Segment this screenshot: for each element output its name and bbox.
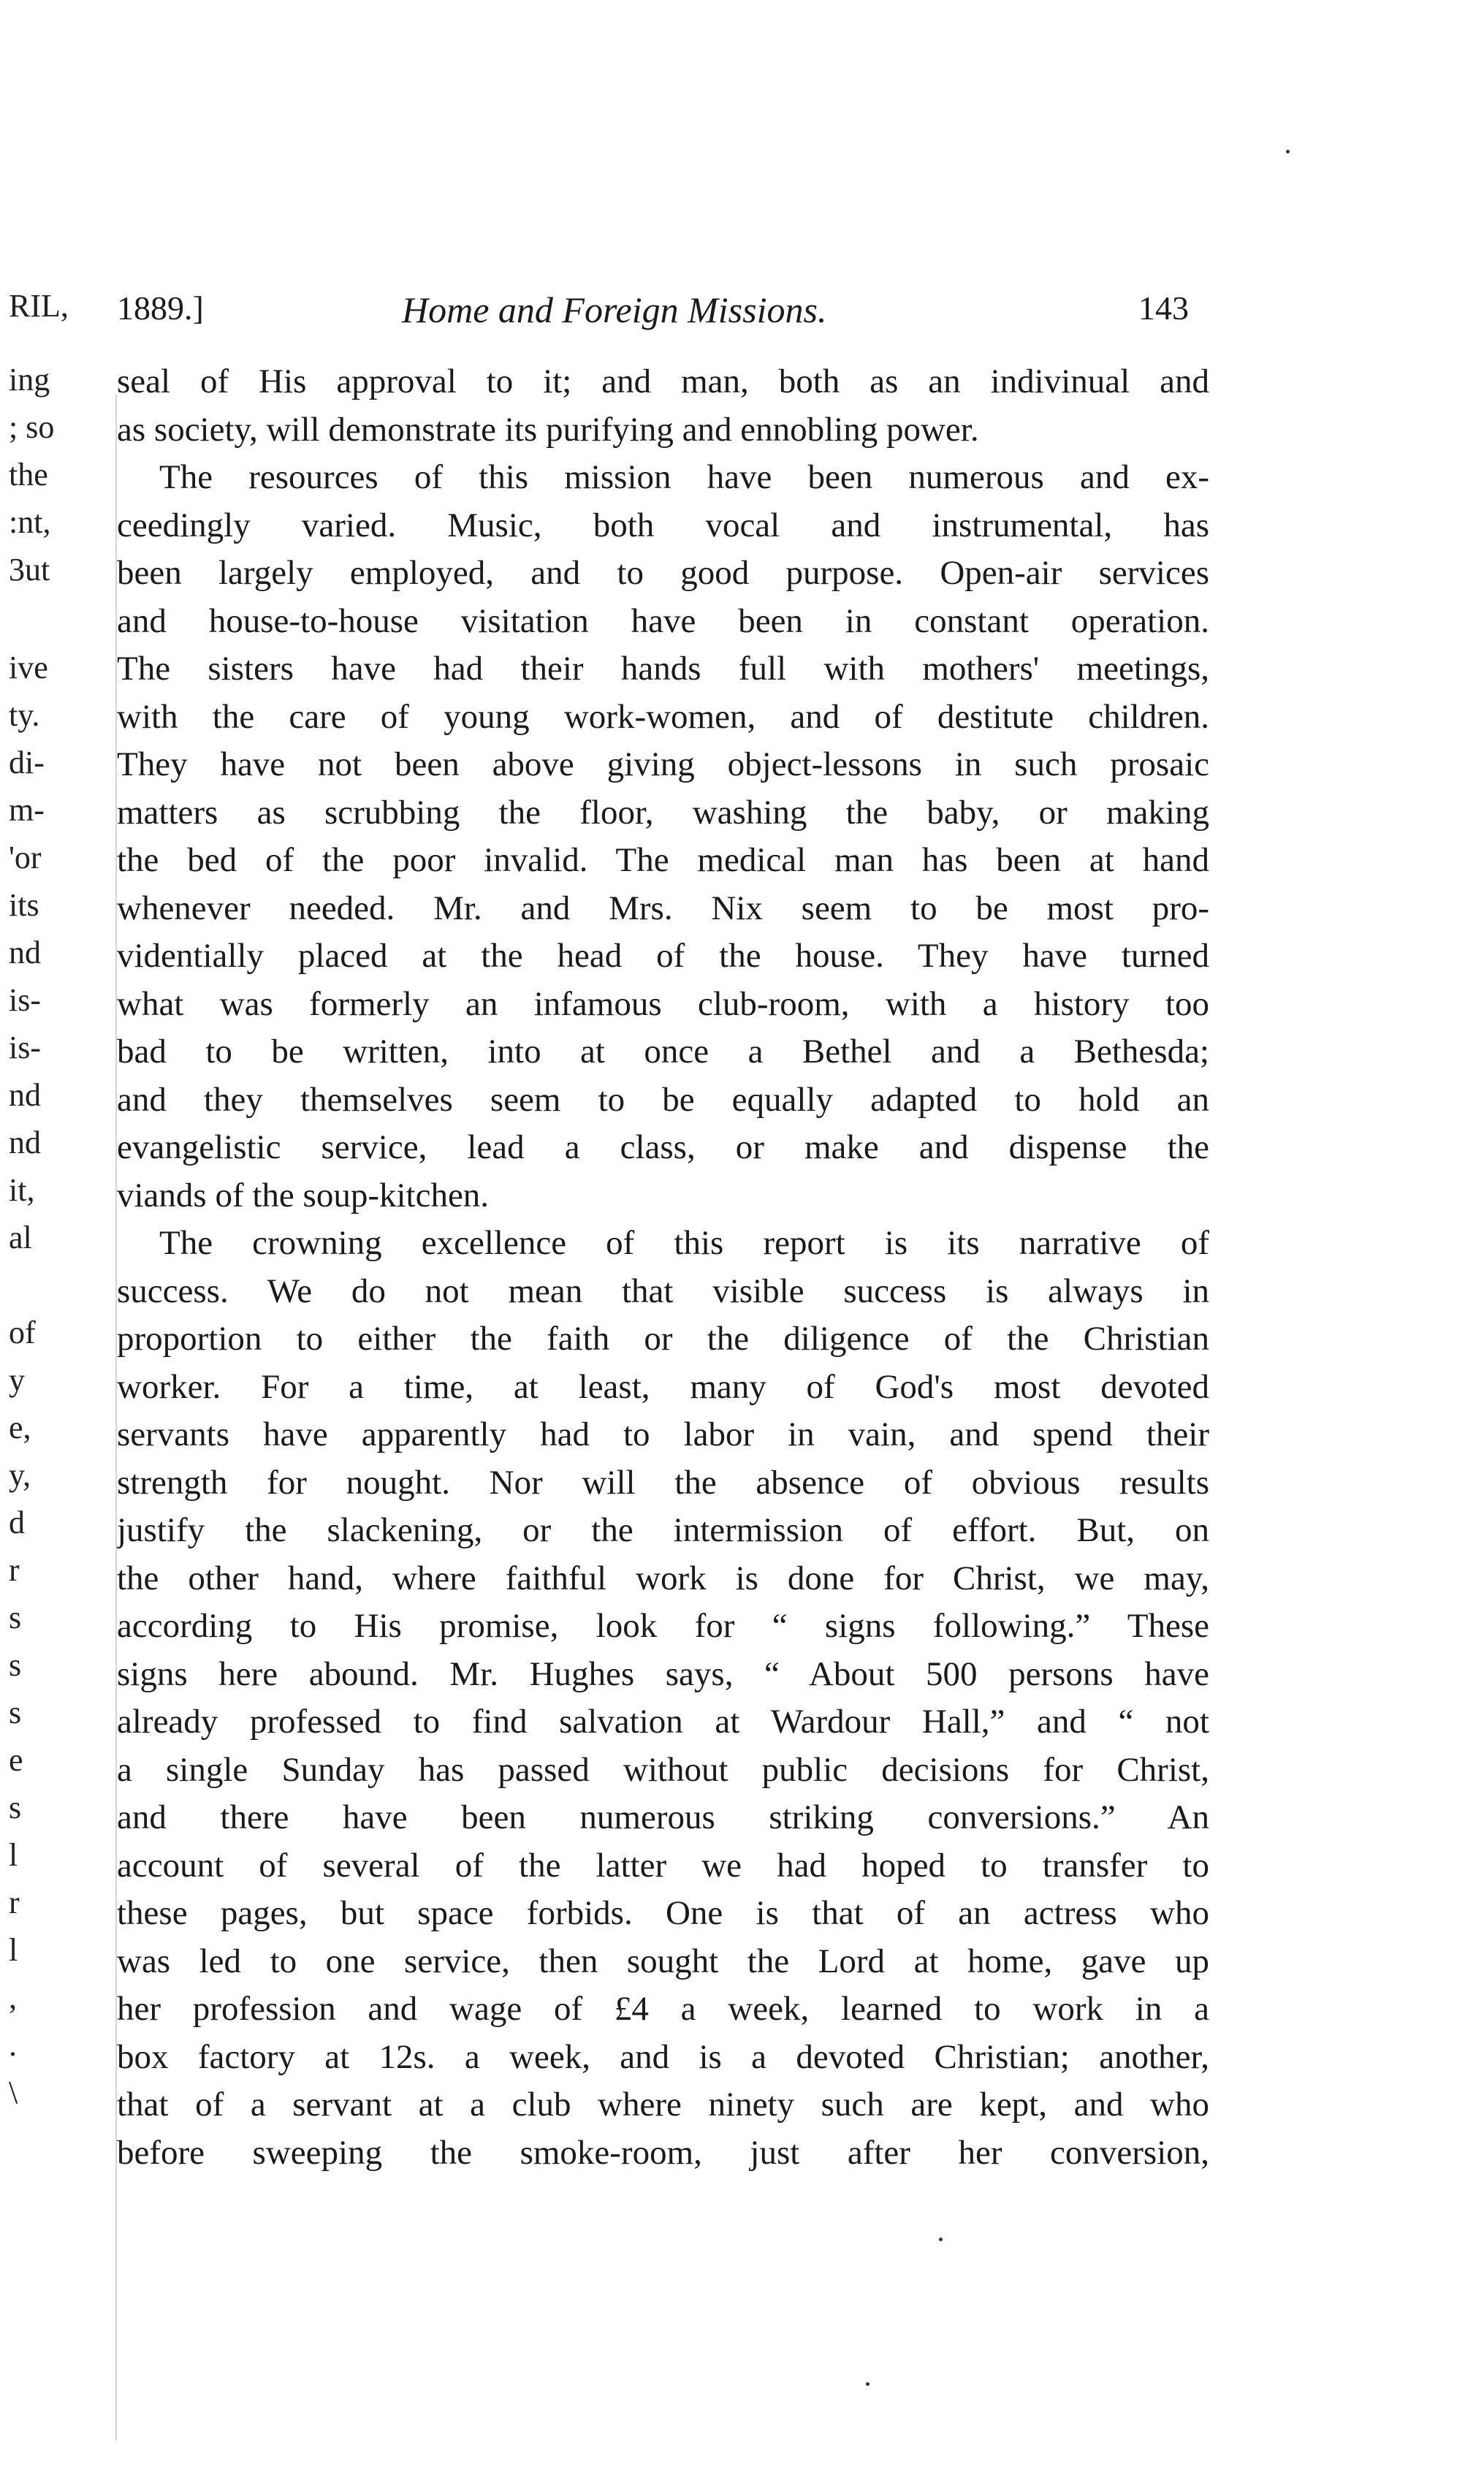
text-line: as society, will demonstrate its purifying and ennobling power. xyxy=(117,410,979,449)
facing-fragment: nd xyxy=(9,1077,41,1113)
text-line: already professed to find salvation at Wardour Hall,” and “ not xyxy=(117,1703,1209,1741)
text-line: that of a servant at a club where ninety such are kept, and who xyxy=(117,2086,1209,2124)
text-line: proportion to either the faith or the diligence of the Christian xyxy=(117,1320,1209,1358)
text-line: viands of the soup-kitchen. xyxy=(117,1176,490,1215)
text-line: evangelistic service, lead a class, or make and dispense the xyxy=(117,1128,1209,1166)
facing-fragment: di- xyxy=(9,745,45,780)
facing-fragment: :nt, xyxy=(9,504,51,540)
text-line: was led to one service, then sought the Lord at home, gave up xyxy=(117,1942,1209,1980)
facing-fragment: 3ut xyxy=(9,552,50,588)
text-line: bad to be written, into at once a Bethel and a Bethesda; xyxy=(117,1033,1209,1071)
facing-fragment: 'or xyxy=(9,840,42,875)
text-line: box factory at 12s. a week, and is a devoted Christian; another, xyxy=(117,2037,1209,2076)
facing-fragment: d xyxy=(9,1505,25,1540)
paragraph xyxy=(117,1220,1209,2177)
facing-fragment: s xyxy=(9,1695,22,1730)
facing-fragment: RIL, xyxy=(9,288,69,324)
text-line: the bed of the poor invalid. The medical man has been at hand xyxy=(117,841,1209,879)
text-line: and there have been numerous striking conversions.” An xyxy=(117,1798,1209,1836)
facing-fragment: l xyxy=(9,1932,18,1968)
speck xyxy=(1286,150,1290,153)
facing-fragment: nd xyxy=(9,935,41,970)
text-line: what was formerly an infamous club-room, with a history too xyxy=(117,984,1209,1023)
paragraph xyxy=(117,454,1209,1220)
text-line: been largely employed, and to good purpose. Open-air services xyxy=(117,554,1209,592)
text-line: videntially placed at the head of the house. They have turned xyxy=(117,937,1209,975)
text-line: account of several of the latter we had hoped to transfer to xyxy=(117,1846,1209,1885)
text-line: with the care of young work-women, and of destitute children. xyxy=(117,697,1209,736)
facing-fragment: , xyxy=(9,1980,17,2015)
facing-fragment: is- xyxy=(9,1030,41,1065)
facing-fragment: nd xyxy=(9,1125,41,1160)
text-line: signs here abound. Mr. Hughes says, “ About 500 persons have xyxy=(117,1654,1209,1693)
header-year: 1889.] xyxy=(117,289,204,327)
text-line: and house-to-house visitation have been in constant operation. xyxy=(117,601,1209,640)
running-header xyxy=(117,289,1213,332)
body-text xyxy=(117,358,1209,2177)
facing-fragment: y, xyxy=(9,1457,31,1493)
text-line: these pages, but space forbids. One is that of an actress who xyxy=(117,1894,1209,1932)
text-line: justify the slackening, or the intermission of effort. But, on xyxy=(117,1511,1209,1549)
text-line: strength for nought. Nor will the absence of obvious results xyxy=(117,1463,1209,1502)
paragraph xyxy=(117,358,1209,454)
speck xyxy=(866,2382,870,2386)
text-line: The resources of this mission have been numerous and ex- xyxy=(159,458,1209,496)
text-line: her profession and wage of £4 a week, learned to work in a xyxy=(117,1990,1209,2028)
text-line: whenever needed. Mr. and Mrs. Nix seem to be most pro- xyxy=(117,889,1209,927)
facing-fragment: is- xyxy=(9,982,41,1018)
text-line: the other hand, where faithful work is done for Christ, we may, xyxy=(117,1559,1209,1597)
text-line: ceedingly varied. Music, both vocal and instrumental, has xyxy=(117,506,1209,544)
facing-fragment: of xyxy=(9,1315,36,1350)
facing-fragment: ; so xyxy=(9,409,55,445)
facing-fragment: e xyxy=(9,1742,23,1778)
page-number: 143 xyxy=(1138,289,1189,327)
facing-fragment: the xyxy=(9,457,48,493)
text-line: worker. For a time, at least, many of God's most devoted xyxy=(117,1367,1209,1406)
text-line: The crowning excellence of this report is its narrative of xyxy=(159,1224,1209,1262)
facing-fragment: y xyxy=(9,1362,25,1398)
facing-fragment: ive xyxy=(9,650,48,685)
text-line: a single Sunday has passed without public decisions for Christ, xyxy=(117,1750,1209,1789)
facing-fragment: . xyxy=(9,2027,17,2063)
facing-fragment: s xyxy=(9,1647,22,1683)
text-line: matters as scrubbing the floor, washing the baby, or making xyxy=(117,793,1209,832)
facing-fragment: al xyxy=(9,1220,32,1255)
facing-fragment: it, xyxy=(9,1172,35,1208)
facing-fragment: r xyxy=(9,1552,20,1588)
text-line: They have not been above giving object-lessons in such prosaic xyxy=(117,745,1209,783)
facing-fragment: r xyxy=(9,1885,20,1920)
facing-fragment: s xyxy=(9,1790,22,1825)
facing-fragment: \ xyxy=(9,2075,18,2110)
text-line: success. We do not mean that visible success is always in xyxy=(117,1271,1209,1310)
text-line: The sisters have had their hands full with mothers' meetings, xyxy=(117,650,1209,688)
facing-fragment: ing xyxy=(9,362,50,398)
text-line: servants have apparently had to labor in vain, and spend their xyxy=(117,1415,1209,1453)
facing-fragment: l xyxy=(9,1837,18,1873)
facing-fragment: m- xyxy=(9,792,45,828)
facing-fragment: e, xyxy=(9,1410,31,1445)
text-line: according to His promise, look for “ signs following.” These xyxy=(117,1607,1209,1645)
speck xyxy=(939,2238,943,2241)
facing-fragment: its xyxy=(9,887,39,923)
facing-fragment: ty. xyxy=(9,697,40,733)
header-title: Home and Foreign Missions. xyxy=(402,289,827,330)
text-line: seal of His approval to it; and man, both as an indivinual and xyxy=(117,362,1209,400)
facing-fragment: s xyxy=(9,1600,22,1635)
text-line: and they themselves seem to be equally adapted to hold an xyxy=(117,1080,1209,1119)
text-line: before sweeping the smoke-room, just after her conversion, xyxy=(117,2133,1209,2172)
